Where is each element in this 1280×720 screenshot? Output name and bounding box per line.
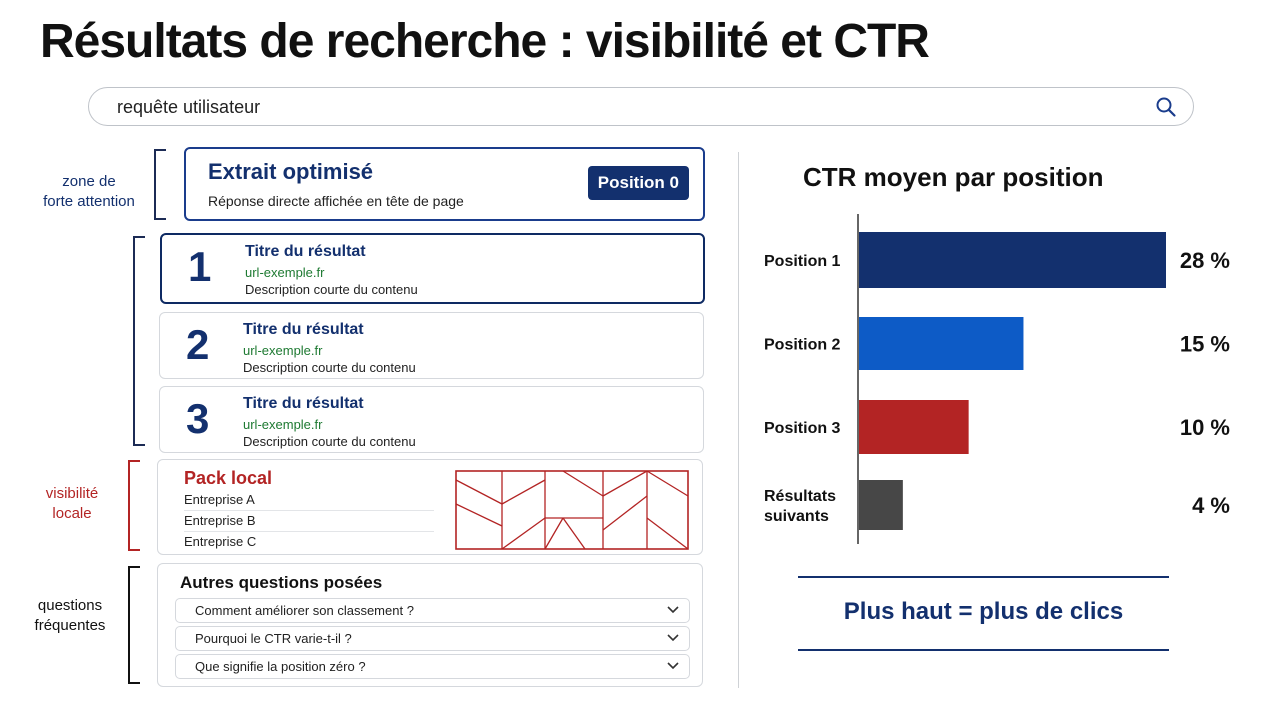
value-label: 4 % [1192,493,1230,518]
faq-title: Autres questions posées [180,573,383,592]
faq-item[interactable] [175,626,690,651]
bar-3 [859,400,969,454]
result-description: Description courte du contenu [245,282,418,297]
chart-title: CTR moyen par position [803,162,1104,192]
faq-card [157,563,703,687]
local-pack-item[interactable]: Entreprise B [184,513,434,532]
featured-snippet-card[interactable] [184,147,705,221]
bar-2 [859,317,1023,370]
result-rank: 2 [186,321,210,368]
result-title: Titre du résultat [243,395,364,412]
bar-1 [859,232,1166,288]
result-card-3[interactable] [159,386,704,453]
faq-item[interactable] [175,598,690,623]
result-url: url-exemple.fr [243,417,323,432]
chevron-down-icon[interactable] [667,662,679,670]
label-faq-zone [22,596,118,636]
label-local-text: visibilité locale [45,485,99,522]
faq-question: Que signifie la position zéro ? [195,659,366,674]
result-url: url-exemple.fr [243,343,323,358]
faq-question: Comment améliorer son classement ? [195,603,414,618]
local-pack-title: Pack local [184,468,273,488]
value-label: 28 % [1179,248,1230,273]
footer-text: Plus haut = plus de clics [843,598,1124,625]
local-pack-card[interactable] [157,459,703,555]
category-label: Position 2 [764,336,841,354]
label-attention-zone [30,172,148,212]
bracket-faq [128,566,140,684]
footer-rule-top [798,576,1169,578]
local-map-icon[interactable] [455,470,689,550]
result-description: Description courte du contenu [243,434,416,449]
result-description: Description courte du contenu [243,360,416,375]
category-label: Résultats suivants [764,488,837,525]
value-label: 10 % [1179,415,1230,440]
result-rank: 3 [186,395,210,442]
result-rank: 1 [188,243,212,290]
category-label: Position 1 [764,253,841,270]
bracket-local [128,460,140,551]
label-local-zone [28,484,116,524]
search-query: requête utilisateur [117,97,261,117]
result-title: Titre du résultat [243,321,364,338]
search-bar[interactable] [88,87,1194,126]
result-card-1[interactable] [160,233,705,304]
value-label: 15 % [1179,331,1230,357]
result-card-2[interactable] [159,312,704,379]
category-label: Position 3 [764,420,841,437]
featured-snippet-description: Réponse directe affichée en tête de page [208,193,464,209]
faq-question: Pourquoi le CTR varie-t-il ? [195,631,352,646]
label-attention-text: zone de forte attention [43,173,135,210]
featured-snippet-title: Extrait optimisé [208,159,374,184]
result-title: Titre du résultat [245,243,366,260]
panel-divider [738,152,739,688]
chevron-down-icon[interactable] [667,634,679,642]
chevron-down-icon[interactable] [667,606,679,614]
ctr-bar-chart [740,210,1280,550]
local-pack-item[interactable]: Entreprise A [184,492,434,511]
page-title: Résultats de recherche : visibilité et CTR [40,15,929,68]
bar-4 [859,480,903,530]
bracket-attention-top [154,149,166,220]
label-faq-text: questions fréquentes [34,597,106,634]
faq-item[interactable] [175,654,690,679]
local-pack-item[interactable]: Entreprise C [184,534,257,549]
position-zero-badge: Position 0 [588,166,689,200]
bracket-attention-results [133,236,145,446]
footer-rule-bottom [798,649,1169,651]
result-url: url-exemple.fr [245,265,325,280]
search-icon[interactable] [1155,96,1177,118]
